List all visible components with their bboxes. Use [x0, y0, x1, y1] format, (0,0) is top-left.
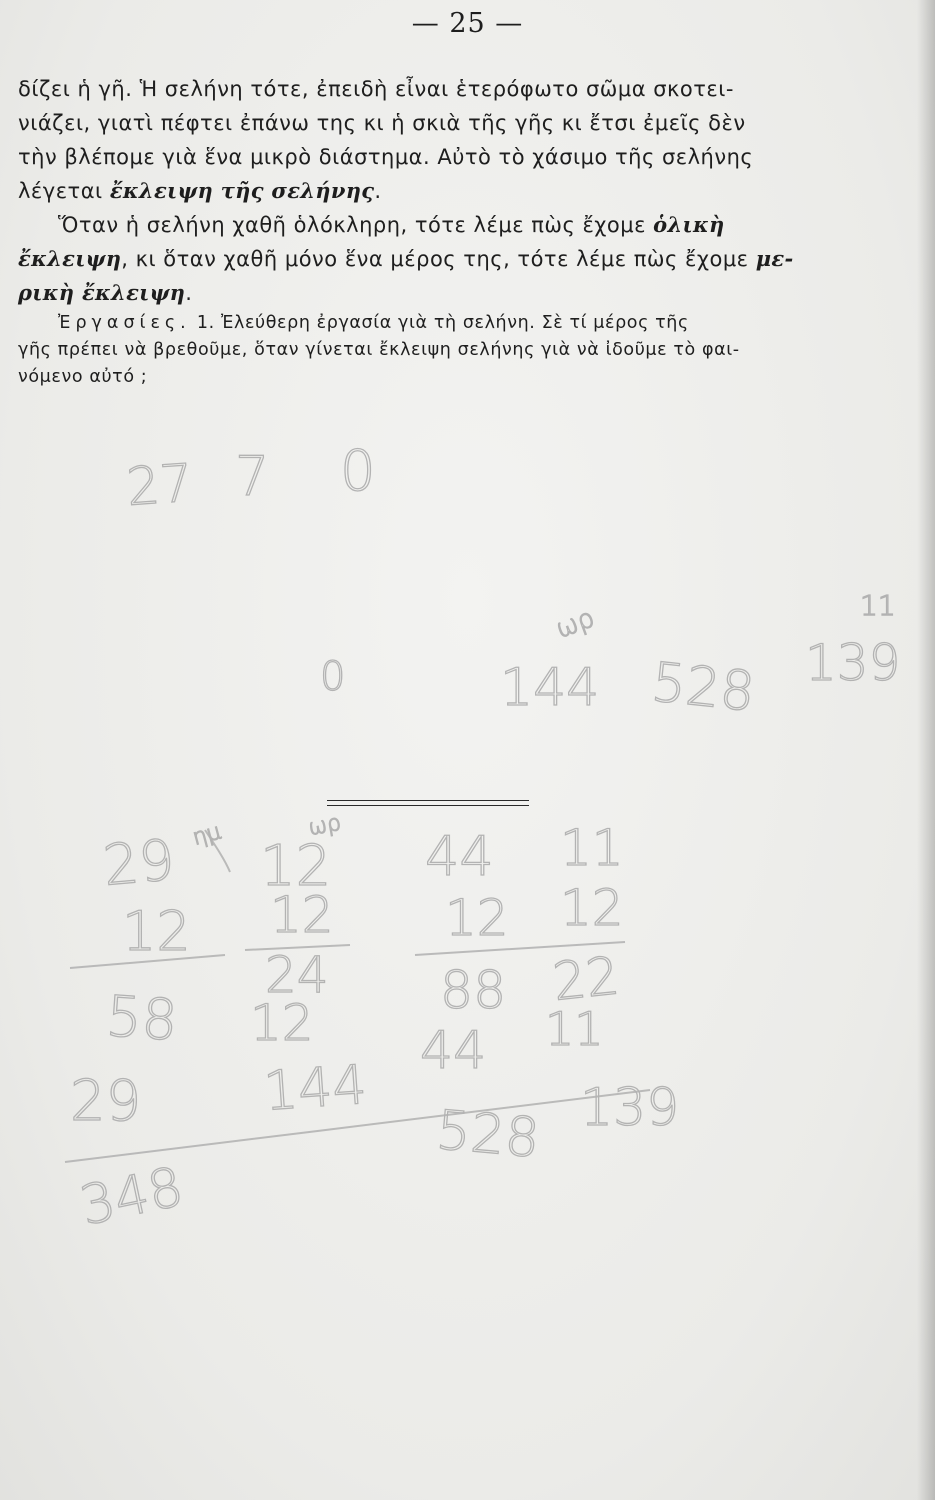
- pencil-number: 12: [445, 889, 509, 947]
- text-run: Ὅταν ἡ σελήνη χαθῆ ὁλόκληρη, τότε λέμε πὼς ἔχομε: [58, 213, 654, 237]
- pencil-number: 24: [265, 946, 329, 1004]
- pencil-number: 0: [320, 654, 346, 700]
- term-partial-start: με-: [755, 246, 794, 271]
- pencil-number: 139: [580, 1078, 680, 1138]
- pencil-number: 7: [235, 445, 270, 508]
- pencil-number: ωρ: [306, 810, 343, 841]
- pencil-number: 27: [124, 453, 195, 518]
- text-run: 1. Ἐλεύθερη ἐργασία γιὰ τὴ σελήνη. Σὲ τί μέρος τῆς: [190, 313, 689, 333]
- pencil-number: ωρ: [552, 603, 599, 645]
- pencil-number: 139: [805, 634, 901, 692]
- pencil-number: 11: [545, 1002, 604, 1056]
- text-line: δίζει ἡ γῆ. Ἡ σελήνη τότε, ἐπειδὴ εἶναι ἑτερόφωτο σῶμα σκοτει-: [18, 77, 734, 101]
- pencil-number: 22: [550, 946, 623, 1013]
- text-run: .: [374, 179, 382, 203]
- page-edge-shadow: [917, 0, 935, 1500]
- term-total: ὁλικὴ: [653, 212, 725, 237]
- pencil-number: 11: [860, 589, 896, 622]
- pencil-number: 528: [433, 1098, 543, 1170]
- pencil-number: 348: [74, 1154, 189, 1238]
- pencil-number: 44: [420, 1021, 487, 1081]
- pencil-number: 528: [648, 650, 758, 724]
- pencil-number: 12: [560, 879, 624, 937]
- term-lunar-eclipse: ἔκλειψη τῆς σελήνης: [109, 178, 375, 203]
- pencil-number: 11: [560, 819, 624, 877]
- text-line: γῆς πρέπει νὰ βρεθοῦμε, ὅταν γίνεται ἔκλειψη σελήνης γιὰ νὰ ἰδοῦμε τὸ φαι-: [18, 340, 740, 360]
- pencil-number: ημ: [190, 819, 224, 851]
- text-line: τὴν βλέπομε γιὰ ἕνα μικρὸ διάστημα. Αὐτὸ τὸ χάσιμο τῆς σελήνης: [18, 145, 754, 169]
- pencil-number: 44: [425, 825, 494, 888]
- pencil-number: 12: [260, 834, 332, 899]
- term-partial-eclipse: ρικὴ ἔκλειψη: [18, 280, 186, 305]
- term-eclipse: ἔκλειψη: [18, 246, 122, 271]
- pencil-number: 29: [70, 1069, 142, 1134]
- page-number: — 25 —: [411, 8, 524, 39]
- text-line: νιάζει, γιατὶ πέφτει ἐπάνω της κι ἡ σκιὰ τῆς γῆς κι ἔτσι ἐμεῖς δὲν: [18, 111, 746, 135]
- text-run: λέγεται: [18, 179, 110, 203]
- text-run: .: [185, 281, 193, 305]
- text-line: νόμενο αὐτό ;: [18, 367, 148, 387]
- pencil-number: 88: [440, 961, 507, 1021]
- pencil-number: 144: [261, 1052, 369, 1123]
- exercises-heading: Ἐργασίες.: [58, 313, 191, 333]
- pencil-number: 29: [100, 827, 178, 899]
- pencil-number: 144: [500, 658, 600, 718]
- pencil-number: 0: [340, 439, 376, 504]
- pencil-number: 12: [270, 886, 334, 944]
- pencil-number: 12: [250, 994, 314, 1052]
- text-run: , κι ὅταν χαθῆ μόνο ἕνα μέρος της, τότε λέμε πὼς ἔχομε: [121, 247, 756, 271]
- pencil-number: 12: [122, 900, 191, 963]
- pencil-number: 58: [104, 984, 180, 1054]
